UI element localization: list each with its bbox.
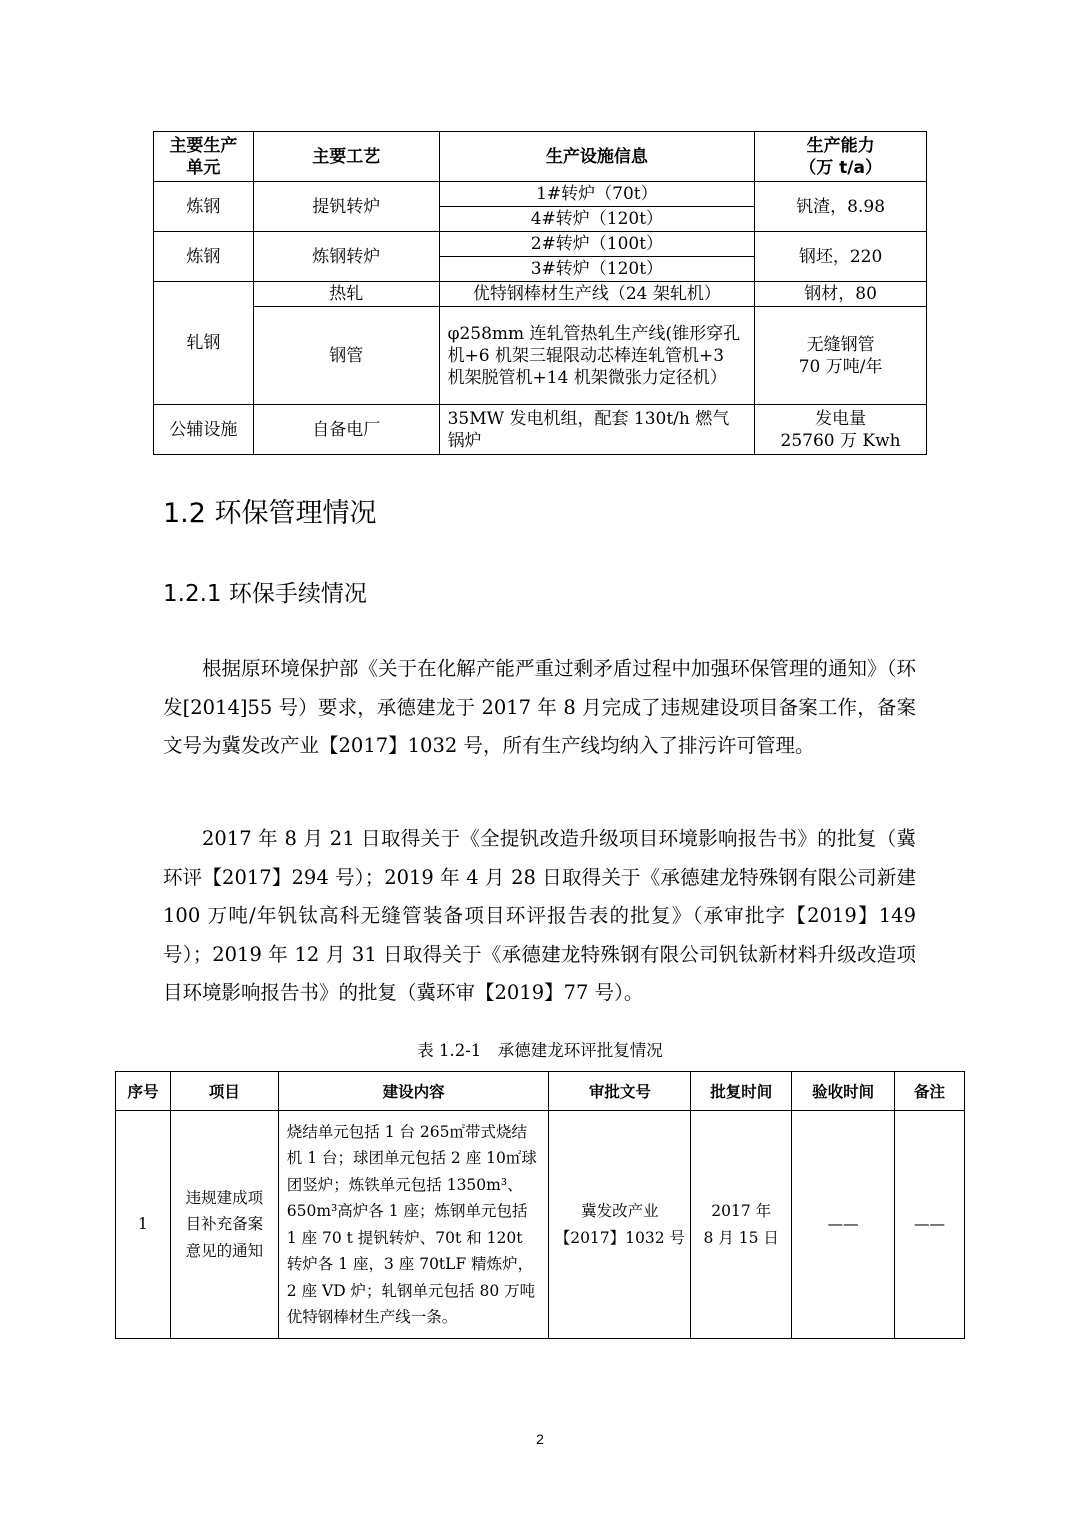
cell-facility: 2#转炉（100t） — [439, 232, 755, 257]
paragraph: 根据原环境保护部《关于在化解产能严重过剩矛盾过程中加强环保管理的通知》（环发[2014]55 号）要求，承德建龙于 2017 年 8 月完成了违规建设项目备案工作，备案文号为冀发改产业【2017】1032 号，所有生产线均纳入了排污许可管理。 — [163, 657, 916, 757]
cell-capacity: 发电量 25760 万 Kwh — [755, 405, 927, 455]
header-remarks: 备注 — [895, 1072, 965, 1111]
table-row — [154, 182, 927, 207]
cell-capacity: 无缝钢管 70 万吨/年 — [755, 307, 927, 405]
header-acceptance: 验收时间 — [792, 1072, 895, 1111]
cell-capacity: 钢材，80 — [755, 282, 927, 307]
table-row — [154, 282, 927, 307]
header-content: 建设内容 — [278, 1072, 549, 1111]
header-unit: 主要生产 单元 — [154, 132, 254, 182]
header-seq: 序号 — [116, 1072, 171, 1111]
cell-facility: 35MW 发电机组，配套 130t/h 燃气锅炉 — [439, 405, 755, 455]
cell-capacity: 钒渣，8.98 — [755, 182, 927, 232]
table-header-row — [116, 1072, 965, 1111]
table-caption: 表 1.2-1 承德建龙环评批复情况 — [417, 1041, 663, 1060]
approval-table — [115, 1071, 965, 1339]
header-approval: 审批文号 — [549, 1072, 691, 1111]
subsection-heading: 1.2.1 环保手续情况 — [163, 581, 367, 607]
table-row — [154, 405, 927, 455]
header-process: 主要工艺 — [253, 132, 439, 182]
header-date: 批复时间 — [691, 1072, 792, 1111]
cell-facility: 优特钢棒材生产线（24 架轧机） — [439, 282, 755, 307]
header-capacity: 生产能力 （万 t/a） — [755, 132, 927, 182]
cell-unit: 轧钢 — [154, 282, 254, 405]
table-row — [116, 1111, 965, 1339]
cell-process: 提钒转炉 — [253, 182, 439, 232]
cell-project: 违规建成项目补充备案意见的通知 — [170, 1111, 278, 1339]
cell-acceptance: —— — [792, 1111, 895, 1339]
table-row — [154, 307, 927, 405]
cell-facility: 1#转炉（70t） — [439, 182, 755, 207]
cell-capacity: 钢坯，220 — [755, 232, 927, 282]
cell-unit: 炼钢 — [154, 232, 254, 282]
cell-process: 热轧 — [253, 282, 439, 307]
production-units-table — [153, 131, 927, 455]
page-number: 2 — [536, 1431, 544, 1447]
cell-process: 炼钢转炉 — [253, 232, 439, 282]
cell-seq: 1 — [116, 1111, 171, 1339]
table-header-row — [154, 132, 927, 182]
cell-facility: 4#转炉（120t） — [439, 207, 755, 232]
table-row — [154, 232, 927, 257]
header-project: 项目 — [170, 1072, 278, 1111]
section-heading: 1.2 环保管理情况 — [163, 498, 377, 529]
cell-content: 烧结单元包括 1 台 265㎡带式烧结机 1 台；球团单元包括 2 座 10㎡球团竖炉；炼铁单元包括 1350m³、650m³高炉各 1 座；炼钢单元包括 1 座 70 t 提钒转炉、70t 和 120t 转炉各 1 座，3 座 70tLF 精炼炉，2 座 VD 炉；轧钢单元包括 80 万吨优特钢棒材生产线一条。 — [278, 1111, 549, 1339]
cell-remarks: —— — [895, 1111, 965, 1339]
cell-facility: φ258mm 连轧管热轧生产线(锥形穿孔机+6 机架三辊限动芯棒连轧管机+3 机架脱管机+14 机架微张力定径机） — [439, 307, 755, 405]
header-facility: 生产设施信息 — [439, 132, 755, 182]
cell-facility: 3#转炉（120t） — [439, 257, 755, 282]
cell-unit: 公辅设施 — [154, 405, 254, 455]
cell-process: 钢管 — [253, 307, 439, 405]
paragraph: 2017 年 8 月 21 日取得关于《全提钒改造升级项目环境影响报告书》的批复（冀环评【2017】294 号）；2019 年 4 月 28 日取得关于《承德建龙特殊钢有限公司新建 100 万吨/年钒钛高科无缝管装备项目环评报告表的批复》（承审批字【2019】149 号）；2019 年 12 月 31 日取得关于《承德建龙特殊钢有限公司钒钛新材料升级改造项目环境影响报告书》的批复（冀环审【2019】77 号）。 — [163, 827, 916, 1004]
cell-date: 2017 年 8 月 15 日 — [691, 1111, 792, 1339]
cell-unit: 炼钢 — [154, 182, 254, 232]
cell-process: 自备电厂 — [253, 405, 439, 455]
cell-approval: 冀发改产业 【2017】1032 号 — [549, 1111, 691, 1339]
